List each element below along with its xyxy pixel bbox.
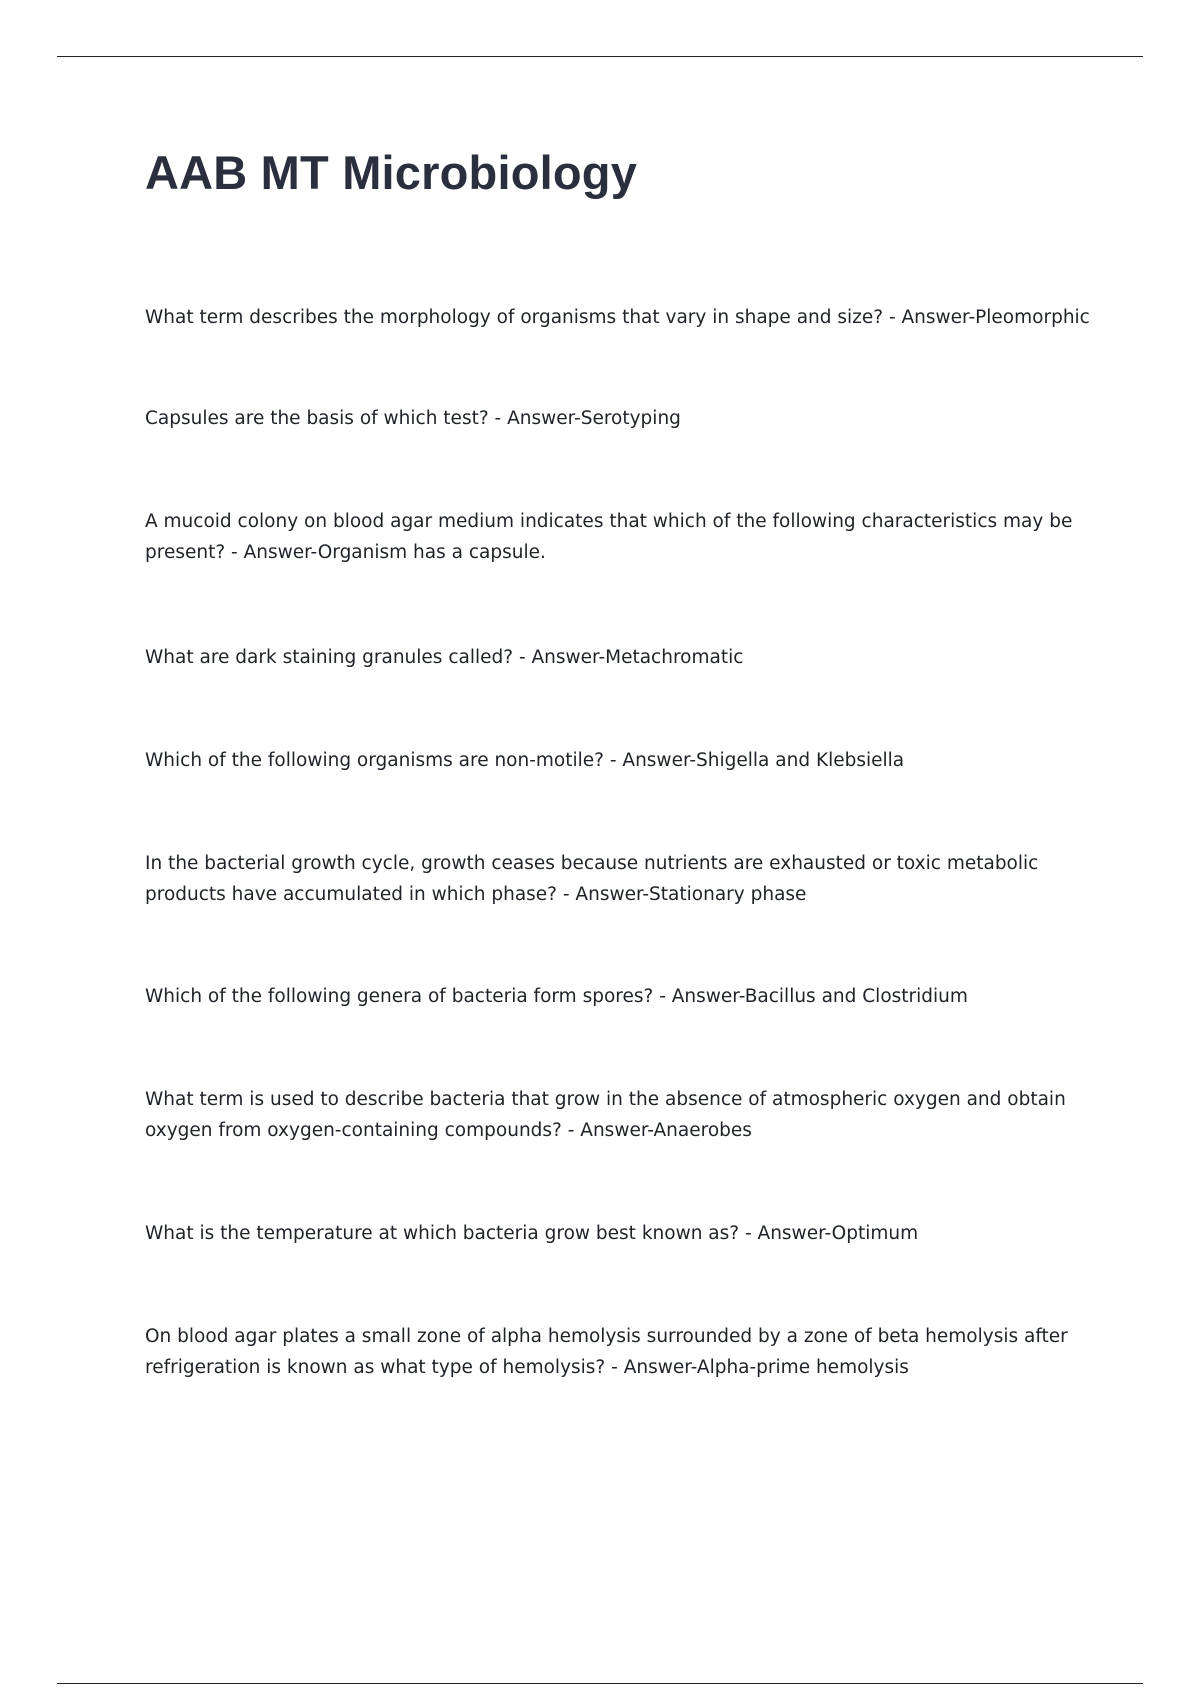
qa-item-2: Capsules are the basis of which test? - Answer-Serotyping [145, 408, 681, 429]
qa-item-5: Which of the following organisms are non-motile? - Answer-Shigella and Klebsiella [145, 750, 905, 771]
footer-rule [57, 1683, 1143, 1684]
qa-item-10: On blood agar plates a small zone of alpha hemolysis surrounded by a zone of beta hemolysis after refrigeration is known as what type of hemolysis? - Answer-Alpha-prime hemolysis [145, 1326, 1068, 1378]
qa-item-9: What is the temperature at which bacteria grow best known as? - Answer-Optimum [145, 1223, 919, 1244]
qa-item-4: What are dark staining granules called? - Answer-Metachromatic [145, 647, 744, 668]
qa-item-7: Which of the following genera of bacteria form spores? - Answer-Bacillus and Clostridium [145, 986, 968, 1007]
qa-item-3: A mucoid colony on blood agar medium indicates that which of the following characteristics may be present? - Answer-Organism has a capsule. [145, 511, 1073, 563]
qa-item-1: What term describes the morphology of organisms that vary in shape and size? - Answer-Pleomorphic [145, 307, 1090, 328]
page-title: AAB MT Microbiology [145, 146, 638, 199]
qa-item-6: In the bacterial growth cycle, growth ceases because nutrients are exhausted or toxic metabolic products have accumulated in which phase? - Answer-Stationary phase [145, 853, 1039, 905]
qa-item-8: What term is used to describe bacteria that grow in the absence of atmospheric oxygen and obtain oxygen from oxygen-containing compounds? - Answer-Anaerobes [145, 1089, 1066, 1141]
header-rule [57, 56, 1143, 57]
